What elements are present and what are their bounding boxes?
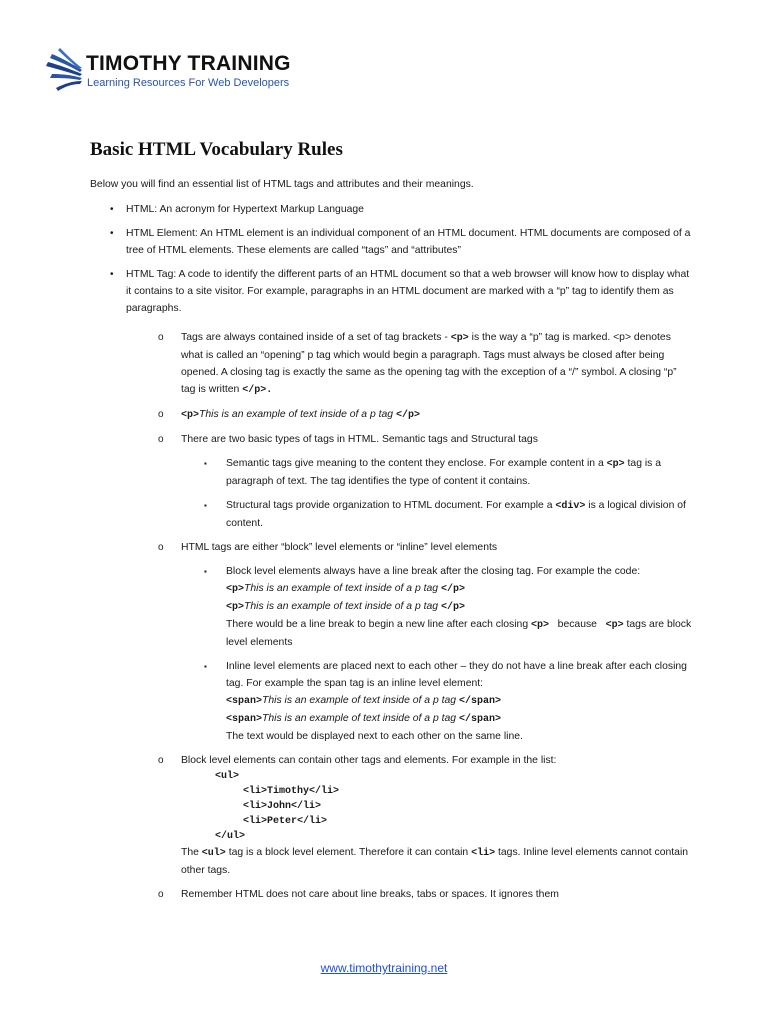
code-snippet: <span> xyxy=(226,696,263,707)
sub-sub-list-item xyxy=(90,658,692,745)
example-text: This is an example of text inside of a p tag xyxy=(262,695,459,706)
text-run: The text would be displayed next to each other on the same line. xyxy=(226,731,523,742)
square-marker: ▪ xyxy=(204,501,207,510)
page-title: Basic HTML Vocabulary Rules xyxy=(90,139,343,160)
text-run: Block level elements can contain other tags and elements. For example in the list: xyxy=(181,755,557,766)
text-run: The xyxy=(181,847,202,858)
sub-list-item xyxy=(90,752,692,879)
text-run: Tags are always contained inside of a set of tag brackets - xyxy=(181,332,451,343)
bullet-marker: • xyxy=(110,204,114,215)
document-body xyxy=(90,176,692,910)
code-snippet: </p> xyxy=(440,584,465,595)
swoosh-logo-icon xyxy=(46,44,88,94)
list-item-text: HTML Element: An HTML element is an individual component of an HTML document. HTML documents are composed of a tree of HTML elements. These elements are called “tags” and “attributes” xyxy=(126,228,691,256)
code-snippet: <p> xyxy=(530,620,549,631)
code-snippet: <p> xyxy=(226,602,245,613)
code-snippet: </p>. xyxy=(242,385,273,396)
list-item xyxy=(90,201,692,218)
code-snippet: <li> xyxy=(471,848,496,859)
circle-marker: o xyxy=(158,434,164,445)
list-item-text: HTML: An acronym for Hypertext Markup Language xyxy=(126,204,364,215)
brand-name: TIMOTHY TRAINING xyxy=(86,52,291,75)
code-snippet: </p> xyxy=(440,602,465,613)
brand-tagline: Learning Resources For Web Developers xyxy=(87,77,290,89)
text-run: Semantic tags give meaning to the content they enclose. For example content in a xyxy=(226,458,607,469)
bullet-marker: • xyxy=(110,228,114,239)
square-marker: ▪ xyxy=(204,567,207,576)
text-run: tag is a paragraph of text. The tag identifies the type of content it contains. xyxy=(226,458,662,487)
text-run: tag is a block level element. Therefore it can contain xyxy=(225,847,472,858)
code-line: </ul> xyxy=(215,831,246,842)
list-item xyxy=(90,225,692,259)
text-run: is a logical division of content. xyxy=(226,500,686,529)
square-marker: ▪ xyxy=(204,662,207,671)
sub-list-item xyxy=(90,431,692,448)
code-snippet: <p> xyxy=(605,620,624,631)
code-snippet: <p> xyxy=(226,584,245,595)
circle-marker: o xyxy=(158,332,164,343)
example-text: This is an example of text inside of a p tag xyxy=(199,409,396,420)
circle-marker: o xyxy=(158,409,164,420)
list-item-text: HTML tags are either “block” level elements or “inline” level elements xyxy=(181,542,498,553)
code-snippet: <span> xyxy=(226,714,263,725)
text-run: tags. Inline level elements cannot contain other tags. xyxy=(181,847,689,876)
code-snippet: </p> xyxy=(395,410,420,421)
example-text: This is an example of text inside of a p tag xyxy=(244,601,441,612)
text-run: There would be a line break to begin a new line after each closing xyxy=(226,619,531,630)
text-run: Block level elements always have a line break after the closing tag. For example the code: xyxy=(226,566,641,577)
footer-website-link[interactable]: www.timothytraining.net xyxy=(320,961,448,975)
text-run: Structural tags provide organization to HTML document. For example a xyxy=(226,500,556,511)
example-text: This is an example of text inside of a p tag xyxy=(262,713,459,724)
intro-text: Below you will find an essential list of HTML tags and attributes and their meanings. xyxy=(90,179,474,190)
code-snippet: <p> xyxy=(450,333,469,344)
text-run: is the way a “p” tag is marked. <p> denotes what is called an “opening” p tag which would begin a paragraph. Tags must always be closed after being opened. A closing tag is exactly the same as the opening tag with the exception of a “/” symbol. A closing “p” tag is written xyxy=(181,332,677,395)
circle-marker: o xyxy=(158,755,164,766)
list-item-text: There are two basic types of tags in HTML. Semantic tags and Structural tags xyxy=(181,434,538,445)
sub-sub-list-item xyxy=(90,497,692,532)
sub-list-item xyxy=(90,886,692,903)
code-line: <li>Peter</li> xyxy=(243,816,328,827)
sub-sub-list-item xyxy=(90,455,692,490)
code-line: <ul> xyxy=(215,771,240,782)
circle-marker: o xyxy=(158,889,164,900)
code-snippet: </span> xyxy=(458,696,501,707)
code-line: <li>John</li> xyxy=(243,801,322,812)
sub-list-item xyxy=(90,406,692,424)
code-snippet: <ul> xyxy=(201,848,226,859)
list-item-text: HTML Tag: A code to identify the different parts of an HTML document so that a web browser will know how to display what it contains to a site visitor. For example, paragraphs in an HTML document are marked with a “p” tag to identify them as paragraphs. xyxy=(126,269,690,314)
text-run: tags are block level elements xyxy=(226,619,692,648)
code-snippet: <div> xyxy=(555,501,586,512)
sub-list-item xyxy=(90,539,692,556)
bullet-marker: • xyxy=(110,269,114,280)
circle-marker: o xyxy=(158,542,164,553)
text-run: because xyxy=(549,619,606,630)
example-text: This is an example of text inside of a p tag xyxy=(244,583,441,594)
list-item xyxy=(90,266,692,317)
list-item-text: Remember HTML does not care about line breaks, tabs or spaces. It ignores them xyxy=(181,889,559,900)
sub-sub-list-item xyxy=(90,563,692,651)
code-line: <li>Timothy</li> xyxy=(243,786,340,797)
code-snippet: </span> xyxy=(458,714,501,725)
code-snippet: <p> xyxy=(181,410,200,421)
sub-list-item xyxy=(90,329,692,399)
square-marker: ▪ xyxy=(204,459,207,468)
code-snippet: <p> xyxy=(606,459,625,470)
text-run: Inline level elements are placed next to each other – they do not have a line break after each closing tag. For example the span tag is an inline level element: xyxy=(226,661,687,689)
